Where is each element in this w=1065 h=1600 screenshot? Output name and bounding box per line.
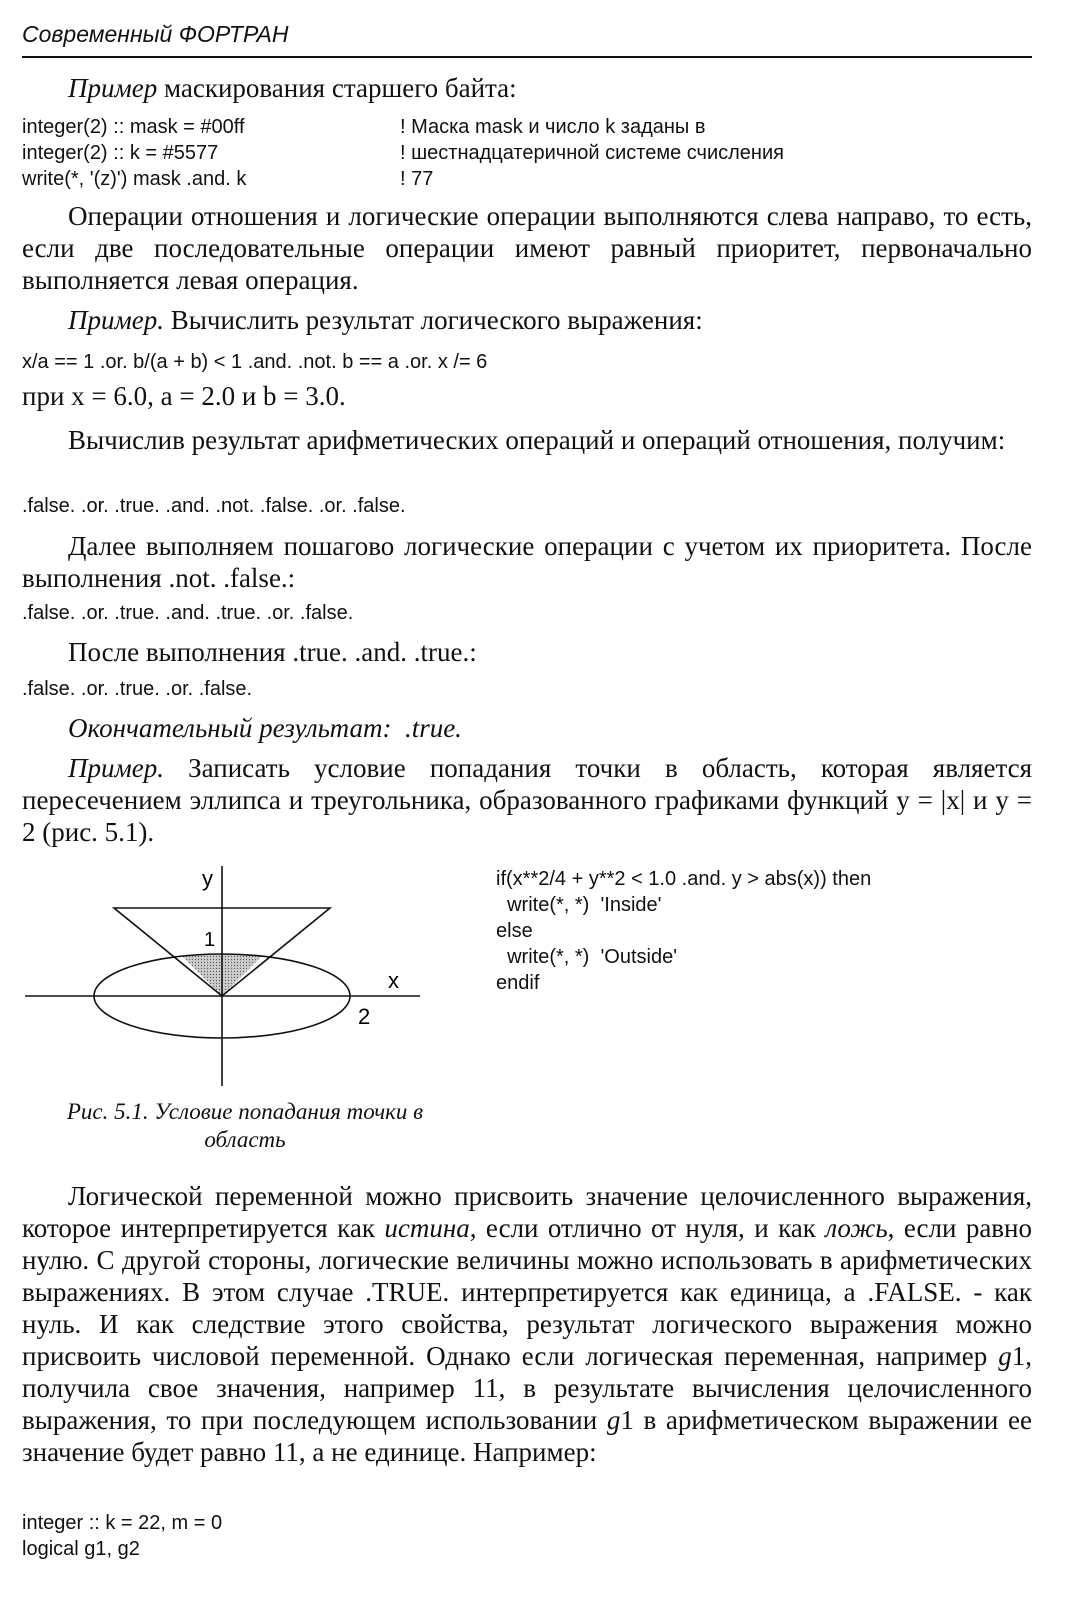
code-line: integer :: k = 22, m = 0 — [22, 1512, 223, 1534]
paragraph-evaluate: Вычислив результат арифметических операций и операций отношения, получим: — [68, 425, 1006, 455]
example3-paragraph — [22, 752, 1032, 848]
example-label: Пример. — [68, 753, 164, 783]
evaluation-step-1: .false. .or. .true. .and. .not. .false. .or. .false. — [22, 495, 406, 517]
code-line: endif — [496, 972, 540, 994]
final-result — [68, 712, 462, 744]
variable-g: g — [606, 1405, 621, 1435]
running-header — [22, 18, 1032, 58]
label-one: 1 — [204, 929, 216, 951]
code-line: else — [496, 920, 533, 942]
code-line: write(*, '(z)') mask .and. k — [22, 168, 247, 190]
paragraph-associativity: Операции отношения и логические операции выполняются слева направо, то есть, если две последовательные операции имеют равный приоритет, первоначально выполняется левая операция. — [22, 201, 1032, 295]
example-text: Вычислить результат логического выражения: — [163, 305, 703, 335]
comment-line: ! 77 — [400, 168, 434, 190]
emphasis-false: ложь — [825, 1213, 888, 1243]
text-run: 1 в арифметическом выражении ее значение будет равно 11, а не единице. Например: — [22, 1405, 1032, 1467]
text-run: , если отлично от нуля, и как — [469, 1213, 826, 1243]
code-line: if(x**2/4 + y**2 < 1.0 .and. y > abs(x)) then — [496, 868, 872, 890]
code-line: write(*, *) 'Inside' — [496, 894, 662, 916]
final-result-label: Окончательный результат: — [68, 713, 392, 743]
code-line: integer(2) :: mask = #00ff — [22, 116, 245, 138]
emphasis-true: истина — [384, 1213, 470, 1243]
variable-values: при x = 6.0, a = 2.0 и b = 3.0. — [22, 381, 346, 411]
paragraph-after-and: После выполнения .true. .and. .true.: — [68, 637, 477, 667]
figure-caption: Рис. 5.1. Условие попадания точки в область — [66, 1099, 424, 1152]
code-block-declarations — [22, 1510, 222, 1562]
comment-line: ! шестнадцатеричной системе счисления — [400, 142, 784, 164]
code-line: write(*, *) 'Outside' — [496, 946, 678, 968]
paragraph-logical-integers — [22, 1180, 1032, 1468]
code-block-inside-check — [496, 866, 871, 996]
y-axis-label: y — [202, 866, 213, 891]
code-line: integer(2) :: k = #5577 — [22, 142, 219, 164]
example-label: Пример — [68, 73, 158, 103]
comment-line: ! Маска mask и число k заданы в — [400, 116, 706, 138]
figure-ellipse-triangle — [20, 862, 430, 1090]
evaluation-step-2: .false. .or. .true. .and. .true. .or. .false. — [22, 602, 354, 624]
evaluation-step-3: .false. .or. .true. .or. .false. — [22, 678, 253, 700]
example1-intro — [68, 72, 517, 104]
code-block-mask — [22, 114, 246, 192]
code-line: logical g1, g2 — [22, 1538, 140, 1560]
text-run: , если равно нулю. С другой стороны, логические величины можно использовать в арифметических выражениях. В этом случае .TRUE. интерпретируется как единица, а .FALSE. - как нуль. И как следствие этого свойства, результат логического выражения можно присвоить числовой переменной. Однако если логическая переменная, например — [22, 1213, 1032, 1371]
example2-intro — [68, 304, 703, 336]
text-run: 1, получила свое значения, например 11, в результате вычисления целочисленного выражения, то при последующем использовании — [22, 1341, 1032, 1435]
example-text: маскирования старшего байта: — [157, 73, 517, 103]
example-text: Записать условие попадания точки в область, которая является пересечением эллипса и треугольника, образованного графиками функций y = |x| и y = 2 (рис. 5.1). — [22, 753, 1032, 847]
final-result-value: .true. — [404, 713, 462, 743]
code-comments — [400, 114, 784, 192]
logical-expression: x/a == 1 .or. b/(a + b) < 1 .and. .not. b == a .or. x /= 6 — [22, 351, 488, 373]
paragraph-stepwise: Далее выполняем пошагово логические операции с учетом их приоритета. После выполнения .not. .false.: — [22, 531, 1032, 593]
variable-g: g — [998, 1341, 1012, 1371]
text-run: Логической переменной можно присвоить значение целочисленного выражения, которое интерпретируется как — [22, 1181, 1032, 1243]
header-title: Современный ФОРТРАН — [22, 21, 289, 47]
example-label: Пример. — [68, 305, 164, 335]
x-axis-label: x — [388, 968, 399, 993]
label-two: 2 — [358, 1004, 371, 1029]
